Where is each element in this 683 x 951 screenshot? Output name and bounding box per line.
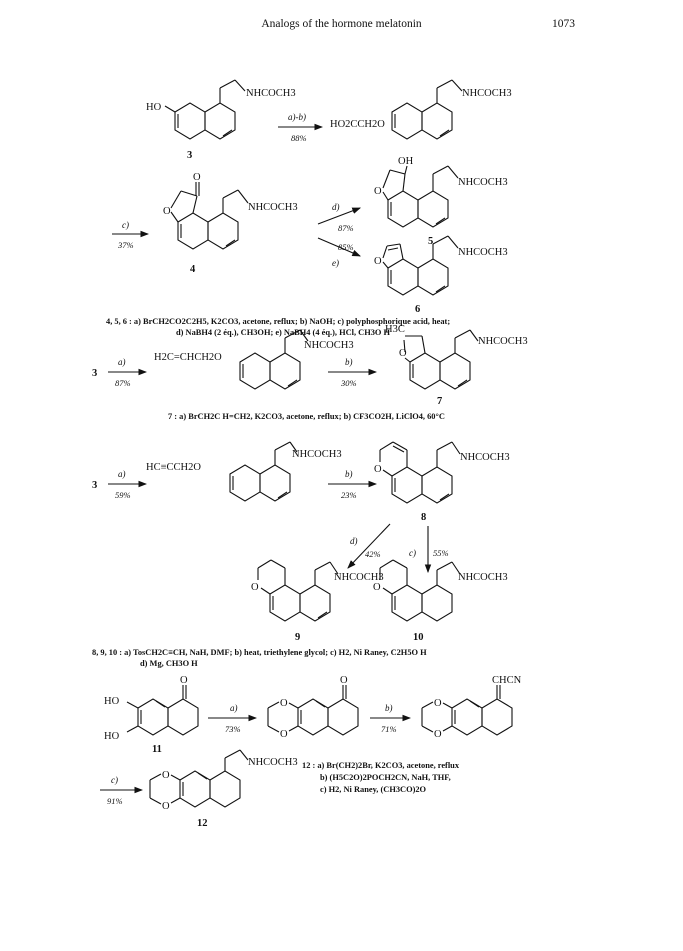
nhcoch3-label: NHCOCH3 xyxy=(304,340,354,351)
compound-7-structure xyxy=(385,324,528,407)
arrow-r4 xyxy=(318,238,360,268)
nhcoch3-label: NHCOCH3 xyxy=(246,88,296,99)
allyloxy-label: H2C=CHCH2O xyxy=(154,352,222,363)
caption-7: 7 : a) BrCH2C H=CH2, K2CO3, acetone, reflux; b) CF3CO2H, LiClO4, 60°C xyxy=(168,412,445,421)
ring-o-label: O xyxy=(163,206,171,217)
arrow-r10 xyxy=(409,526,449,572)
arrow-r2 xyxy=(112,220,148,250)
compound-number-5: 5 xyxy=(428,236,434,247)
svg-text:23%: 23% xyxy=(341,490,357,500)
compound-3-reference xyxy=(92,368,97,379)
compound-number-7: 7 xyxy=(437,396,443,407)
compound-8-structure xyxy=(374,442,510,523)
caption-12-line1: 12 : a) Br(CH2)2Br, K2CO3, acetone, reflux xyxy=(302,761,460,770)
ketone-o-label: O xyxy=(340,675,348,686)
cyanomethylene-structure xyxy=(422,675,522,740)
ring-o-label: O xyxy=(374,464,382,475)
compound-number-11: 11 xyxy=(152,744,162,755)
hydroxyl-label: OH xyxy=(398,156,414,167)
svg-text:42%: 42% xyxy=(365,549,381,559)
dioxane-ketone-structure xyxy=(268,675,358,740)
nhcoch3-label: NHCOCH3 xyxy=(458,247,508,258)
propargyl-ether-structure xyxy=(146,442,342,501)
arrow-r5 xyxy=(108,357,146,388)
ring-o-label: O xyxy=(373,582,381,593)
compound-12-structure xyxy=(150,750,298,829)
dioxane-o-top: O xyxy=(434,698,442,709)
svg-text:d): d) xyxy=(332,202,340,212)
arrow-r11 xyxy=(208,703,256,734)
nhcoch3-label: NHCOCH3 xyxy=(248,757,298,768)
dioxane-o-top: O xyxy=(162,770,170,781)
svg-text:3: 3 xyxy=(92,368,98,379)
dioxane-o-top: O xyxy=(280,698,288,709)
arrow-r3 xyxy=(318,202,360,233)
caption-8910-line2: d) Mg, CH3O H xyxy=(140,659,198,668)
caption-456-line2: d) NaBH4 (2 éq.), CH3OH; e) NaBH4 (4 éq.), HCl, CH3O H xyxy=(176,328,391,337)
arrow-r1 xyxy=(278,112,322,143)
compound-number-10: 10 xyxy=(413,632,424,643)
acid-intermediate-structure xyxy=(330,80,512,139)
svg-text:c): c) xyxy=(111,775,118,785)
svg-text:a): a) xyxy=(230,703,238,713)
compound-10-structure xyxy=(373,560,508,643)
caption-12-line2: b) (H5C2O)2POCH2CN, NaH, THF, xyxy=(320,773,451,782)
compound-number-6: 6 xyxy=(415,304,421,315)
methyl-label: H3C xyxy=(385,324,405,335)
svg-text:c): c) xyxy=(409,548,416,558)
compound-number-8: 8 xyxy=(421,512,427,523)
svg-text:a): a) xyxy=(118,357,126,367)
compound-9-structure xyxy=(251,560,384,643)
svg-text:b): b) xyxy=(345,469,353,479)
cyanomethylene-label: CHCN xyxy=(492,675,522,686)
caption-8910-line1: 8, 9, 10 : a) TosCH2C≡CH, NaH, DMF; b) heat, triethylene glycol; c) H2, Ni Raney, C2H5O H xyxy=(92,648,427,657)
carboxymethoxy-label: HO2CCH2O xyxy=(330,119,385,130)
svg-text:37%: 37% xyxy=(118,240,134,250)
svg-text:b): b) xyxy=(385,703,393,713)
nhcoch3-label: NHCOCH3 xyxy=(334,572,384,583)
nhcoch3-label: NHCOCH3 xyxy=(458,177,508,188)
compound-number-4: 4 xyxy=(190,264,196,275)
propargyloxy-label: HC≡CCH2O xyxy=(146,462,201,473)
dioxane-o-bottom: O xyxy=(280,729,288,740)
running-title: Analogs of the hormone melatonin xyxy=(261,18,422,30)
compound-6-structure xyxy=(374,236,508,315)
svg-text:b): b) xyxy=(345,357,353,367)
compound-3-reference-2 xyxy=(92,480,97,491)
arrow-r12 xyxy=(370,703,410,734)
svg-text:85%: 85% xyxy=(338,242,354,252)
svg-text:87%: 87% xyxy=(115,378,131,388)
ring-o-label: O xyxy=(374,256,382,267)
nhcoch3-label: NHCOCH3 xyxy=(478,336,528,347)
svg-text:71%: 71% xyxy=(381,724,397,734)
arrow-r13 xyxy=(100,775,142,806)
dioxane-o-bottom: O xyxy=(434,729,442,740)
nhcoch3-label: NHCOCH3 xyxy=(248,202,298,213)
svg-text:3: 3 xyxy=(92,480,98,491)
ketone-o-label: O xyxy=(180,675,188,686)
compound-11-structure xyxy=(104,675,198,755)
svg-text:a): a) xyxy=(118,469,126,479)
compound-3-structure xyxy=(146,80,296,161)
svg-text:88%: 88% xyxy=(291,133,307,143)
compound-number-12: 12 xyxy=(197,818,208,829)
nhcoch3-label: NHCOCH3 xyxy=(458,572,508,583)
svg-text:a)-b): a)-b) xyxy=(288,112,306,122)
svg-text:c): c) xyxy=(122,220,129,230)
page-number: 1073 xyxy=(552,18,575,30)
arrow-r6 xyxy=(328,357,376,388)
hydroxy-label-top: HO xyxy=(104,696,120,707)
allyl-ether-structure xyxy=(154,330,354,389)
nhcoch3-label: NHCOCH3 xyxy=(460,452,510,463)
nhcoch3-label: NHCOCH3 xyxy=(292,449,342,460)
nhcoch3-label: NHCOCH3 xyxy=(462,88,512,99)
hydroxy-label-bottom: HO xyxy=(104,731,120,742)
svg-text:87%: 87% xyxy=(338,223,354,233)
ring-o-label: O xyxy=(251,582,259,593)
ring-o-label: O xyxy=(399,348,407,359)
svg-text:55%: 55% xyxy=(433,548,449,558)
svg-text:73%: 73% xyxy=(225,724,241,734)
carbonyl-o-label: O xyxy=(193,172,201,183)
svg-text:d): d) xyxy=(350,536,358,546)
arrow-r8 xyxy=(328,469,376,500)
arrow-r7 xyxy=(108,469,146,500)
compound-5-structure xyxy=(374,156,508,247)
arrow-r9 xyxy=(348,524,390,568)
svg-text:91%: 91% xyxy=(107,796,123,806)
dioxane-o-bottom: O xyxy=(162,801,170,812)
svg-text:30%: 30% xyxy=(341,378,357,388)
compound-4-structure xyxy=(163,172,298,275)
compound-number-3: 3 xyxy=(187,150,193,161)
svg-text:e): e) xyxy=(332,258,339,268)
compound-number-9: 9 xyxy=(295,632,301,643)
hydroxy-label: HO xyxy=(146,102,162,113)
caption-456-line1: 4, 5, 6 : a) BrCH2CO2C2H5, K2CO3, acetone, reflux; b) NaOH; c) polyphosphorique acid, heat; xyxy=(106,317,451,326)
caption-12-line3: c) H2, Ni Raney, (CH3CO)2O xyxy=(320,785,427,794)
svg-text:59%: 59% xyxy=(115,490,131,500)
ring-o-label: O xyxy=(374,186,382,197)
